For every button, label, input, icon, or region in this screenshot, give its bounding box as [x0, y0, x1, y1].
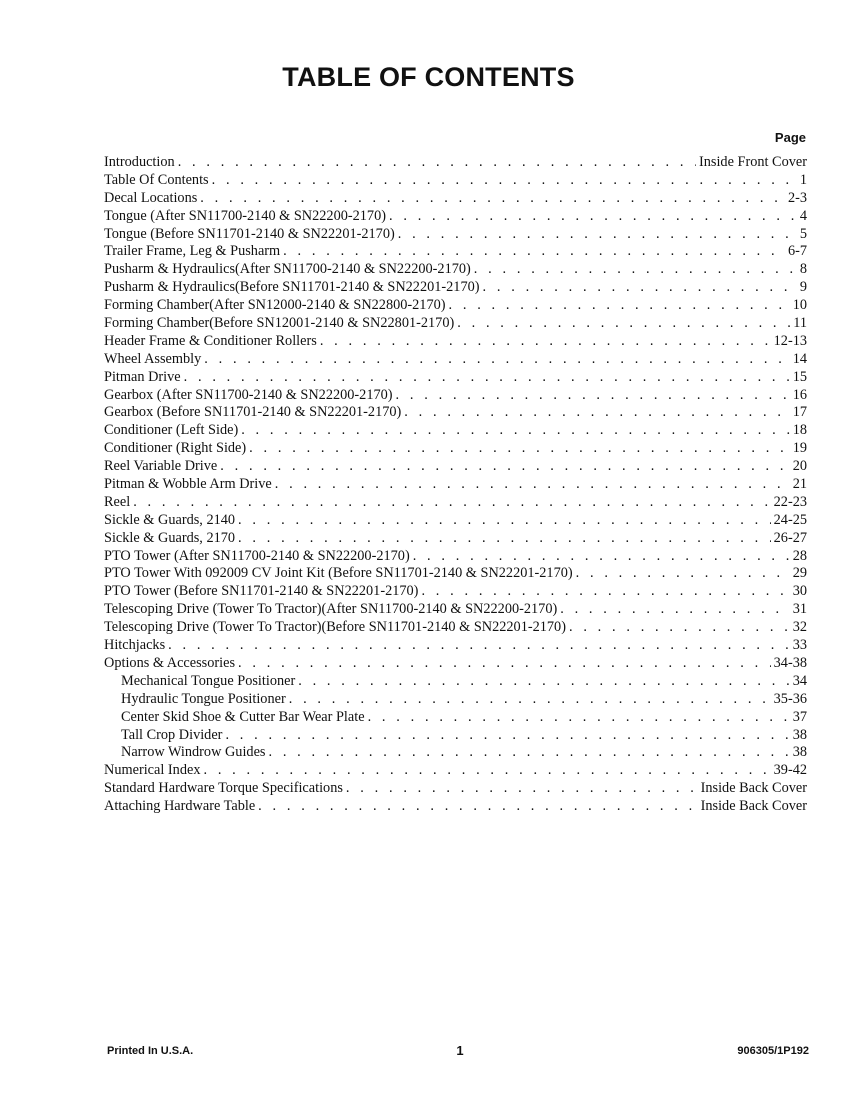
toc-entry-page: 38	[792, 726, 807, 743]
toc-entry-page: 31	[792, 601, 807, 618]
dot-leader	[241, 422, 790, 440]
toc-entry-label: Standard Hardware Torque Specifications	[104, 780, 343, 797]
toc-entry	[104, 351, 807, 369]
toc-entry-page: 34-38	[773, 654, 807, 671]
dot-leader	[413, 548, 790, 566]
toc-entry-page: Inside Front Cover	[698, 154, 807, 170]
dot-leader	[298, 673, 789, 691]
toc-entry-page: 24-25	[773, 511, 807, 528]
toc-entry	[104, 655, 807, 673]
toc-entry	[104, 243, 807, 261]
toc-entry	[104, 530, 807, 548]
footer-part-number: 906305/1P192	[737, 1045, 809, 1057]
toc-entry	[104, 369, 807, 387]
toc-entry-label: Sickle & Guards, 2170	[104, 529, 236, 546]
dot-leader	[168, 637, 790, 655]
toc-entry	[104, 565, 807, 583]
toc-entry	[104, 458, 807, 476]
toc-entry-label: Center Skid Shoe & Cutter Bar Wear Plate	[121, 708, 365, 725]
toc-entry-page: 14	[792, 350, 807, 367]
toc-entry-page: 37	[792, 708, 807, 725]
dot-leader	[398, 226, 797, 244]
toc-entry-label: Tongue (Before SN11701-2140 & SN22201-2170)	[104, 225, 395, 242]
toc-entry	[104, 440, 807, 458]
toc-entry-page: 20	[792, 458, 807, 475]
toc-entry-page: 2-3	[787, 189, 807, 206]
toc-entry-label: Forming Chamber(After SN12000-2140 & SN22800-2170)	[104, 297, 446, 314]
toc-entry-page: 34	[792, 672, 807, 689]
toc-entry-label: Numerical Index	[104, 762, 201, 779]
toc-entry-label: PTO Tower (After SN11700-2140 & SN22200-2170)	[104, 547, 410, 564]
toc-entry-label: Telescoping Drive (Tower To Tractor)(Before SN11701-2140 & SN22201-2170)	[104, 619, 566, 636]
toc-entry-page: Inside Back Cover	[700, 780, 807, 797]
toc-subentry	[104, 727, 807, 745]
dot-leader	[258, 798, 697, 816]
dot-leader	[133, 494, 770, 512]
toc-entry-page: 11	[793, 315, 807, 332]
toc-entry	[104, 208, 807, 226]
toc-entry	[104, 780, 807, 798]
toc-entry-label: Tongue (After SN11700-2140 & SN22200-2170)	[104, 207, 386, 224]
dot-leader	[320, 333, 771, 351]
toc-entry-page: Inside Back Cover	[700, 798, 807, 815]
toc-subentry	[104, 691, 807, 709]
toc-entry	[104, 762, 807, 780]
toc-entry	[104, 333, 807, 351]
toc-entry-label: Options & Accessories	[104, 654, 236, 671]
toc-entry-page: 12-13	[773, 332, 807, 349]
toc-entry-page: 28	[792, 547, 807, 564]
toc-entry-page: 29	[792, 565, 807, 582]
dot-leader	[204, 351, 789, 369]
toc-entry	[104, 601, 807, 619]
toc-entry-page: 30	[792, 583, 807, 600]
dot-leader	[249, 440, 790, 458]
toc-entry-label: Trailer Frame, Leg & Pusharm	[104, 243, 281, 260]
toc-entry-label: Gearbox (Before SN11701-2140 & SN22201-2170)	[104, 404, 402, 421]
toc-entry-label: Pitman Drive	[104, 368, 181, 385]
toc-entry-page: 9	[799, 279, 807, 296]
toc-entry-page: 35-36	[773, 690, 807, 707]
toc-entry	[104, 583, 807, 601]
toc-entry-label: Conditioner (Right Side)	[104, 440, 247, 457]
dot-leader	[238, 512, 771, 530]
dot-leader	[560, 601, 789, 619]
dot-leader	[212, 172, 797, 190]
toc-entry-label: Reel	[104, 493, 131, 510]
toc-entry-label: PTO Tower With 092009 CV Joint Kit (Before SN11701-2140 & SN22201-2170)	[104, 565, 573, 582]
toc-entry	[104, 190, 807, 208]
toc-entry-label: Reel Variable Drive	[104, 458, 218, 475]
toc-entry-label: Introduction	[104, 154, 175, 170]
toc-entry-label: Tall Crop Divider	[121, 726, 223, 743]
toc-entry-label: Pusharm & Hydraulics(Before SN11701-2140 & SN22201-2170)	[104, 279, 480, 296]
dot-leader	[220, 458, 789, 476]
toc-entry-label: Attaching Hardware Table	[104, 798, 256, 815]
toc-subentry	[104, 744, 807, 762]
toc-entry-page: 15	[792, 368, 807, 385]
toc-entry-page: 33	[792, 637, 807, 654]
dot-leader	[396, 387, 790, 405]
toc-entry	[104, 798, 807, 816]
dot-leader	[238, 530, 771, 548]
toc-entry-label: Table Of Contents	[104, 171, 209, 188]
toc-entry-page: 8	[799, 261, 807, 278]
toc-entry	[104, 404, 807, 422]
toc-entry-label: Gearbox (After SN11700-2140 & SN22200-2170)	[104, 386, 393, 403]
toc-entry-page: 21	[792, 476, 807, 493]
toc-entry-label: Header Frame & Conditioner Rollers	[104, 332, 317, 349]
dot-leader	[421, 583, 789, 601]
toc-entry	[104, 476, 807, 494]
toc-entry-label: Hitchjacks	[104, 637, 166, 654]
toc-subentry	[104, 709, 807, 727]
toc-entry	[104, 172, 807, 190]
toc-entry-page: 26-27	[773, 529, 807, 546]
dot-leader	[203, 762, 770, 780]
toc-entry-page: 18	[792, 422, 807, 439]
toc-entry-label: Conditioner (Left Side)	[104, 422, 239, 439]
toc-entry-page: 5	[799, 225, 807, 242]
toc-entry	[104, 226, 807, 244]
dot-leader	[474, 261, 797, 279]
toc-entry-page: 4	[799, 207, 807, 224]
table-of-contents	[104, 154, 807, 816]
toc-entry-page: 22-23	[773, 493, 807, 510]
toc-entry-page: 17	[792, 404, 807, 421]
toc-entry-label: Mechanical Tongue Positioner	[121, 672, 296, 689]
dot-leader	[569, 619, 790, 637]
dot-leader	[275, 476, 790, 494]
toc-entry	[104, 387, 807, 405]
toc-entry-page: 1	[799, 171, 807, 188]
dot-leader	[576, 565, 790, 583]
dot-leader	[368, 709, 790, 727]
toc-entry-label: Forming Chamber(Before SN12001-2140 & SN22801-2170)	[104, 315, 455, 332]
toc-entry-label: Wheel Assembly	[104, 350, 202, 367]
toc-entry	[104, 422, 807, 440]
dot-leader	[457, 315, 790, 333]
dot-leader	[289, 691, 771, 709]
dot-leader	[449, 297, 790, 315]
dot-leader	[200, 190, 785, 208]
dot-leader	[389, 208, 797, 226]
toc-entry-page: 39-42	[773, 762, 807, 779]
toc-subentry	[104, 673, 807, 691]
dot-leader	[268, 744, 789, 762]
toc-entry	[104, 315, 807, 333]
footer-printed-in: Printed In U.S.A.	[107, 1045, 194, 1057]
toc-entry	[104, 494, 807, 512]
toc-entry-label: Hydraulic Tongue Positioner	[121, 690, 286, 707]
toc-entry	[104, 619, 807, 637]
toc-entry-label: Narrow Windrow Guides	[121, 744, 266, 761]
toc-entry-page: 32	[792, 619, 807, 636]
dot-leader	[178, 154, 696, 172]
toc-entry-label: Pusharm & Hydraulics(After SN11700-2140 & SN22200-2170)	[104, 261, 471, 278]
toc-entry	[104, 297, 807, 315]
dot-leader	[346, 780, 698, 798]
toc-entry-label: PTO Tower (Before SN11701-2140 & SN22201-2170)	[104, 583, 419, 600]
toc-entry-label: Pitman & Wobble Arm Drive	[104, 476, 272, 493]
toc-entry	[104, 261, 807, 279]
page-column-header: Page	[774, 130, 806, 145]
toc-entry	[104, 154, 807, 172]
toc-entry	[104, 637, 807, 655]
toc-entry	[104, 548, 807, 566]
toc-entry	[104, 512, 807, 530]
dot-leader	[238, 655, 771, 673]
page-title: TABLE OF CONTENTS	[282, 62, 575, 92]
toc-entry-page: 10	[792, 297, 807, 314]
dot-leader	[404, 404, 789, 422]
toc-entry-page: 16	[792, 386, 807, 403]
toc-entry	[104, 279, 807, 297]
dot-leader	[283, 243, 785, 261]
footer-page-number: 1	[456, 1043, 464, 1058]
toc-entry-page: 6-7	[787, 243, 807, 260]
toc-entry-page: 38	[792, 744, 807, 761]
toc-entry-label: Telescoping Drive (Tower To Tractor)(After SN11700-2140 & SN22200-2170)	[104, 601, 558, 618]
dot-leader	[225, 727, 789, 745]
toc-entry-label: Sickle & Guards, 2140	[104, 511, 236, 528]
toc-entry-label: Decal Locations	[104, 189, 198, 206]
toc-entry-page: 19	[792, 440, 807, 457]
dot-leader	[483, 279, 797, 297]
dot-leader	[184, 369, 790, 387]
